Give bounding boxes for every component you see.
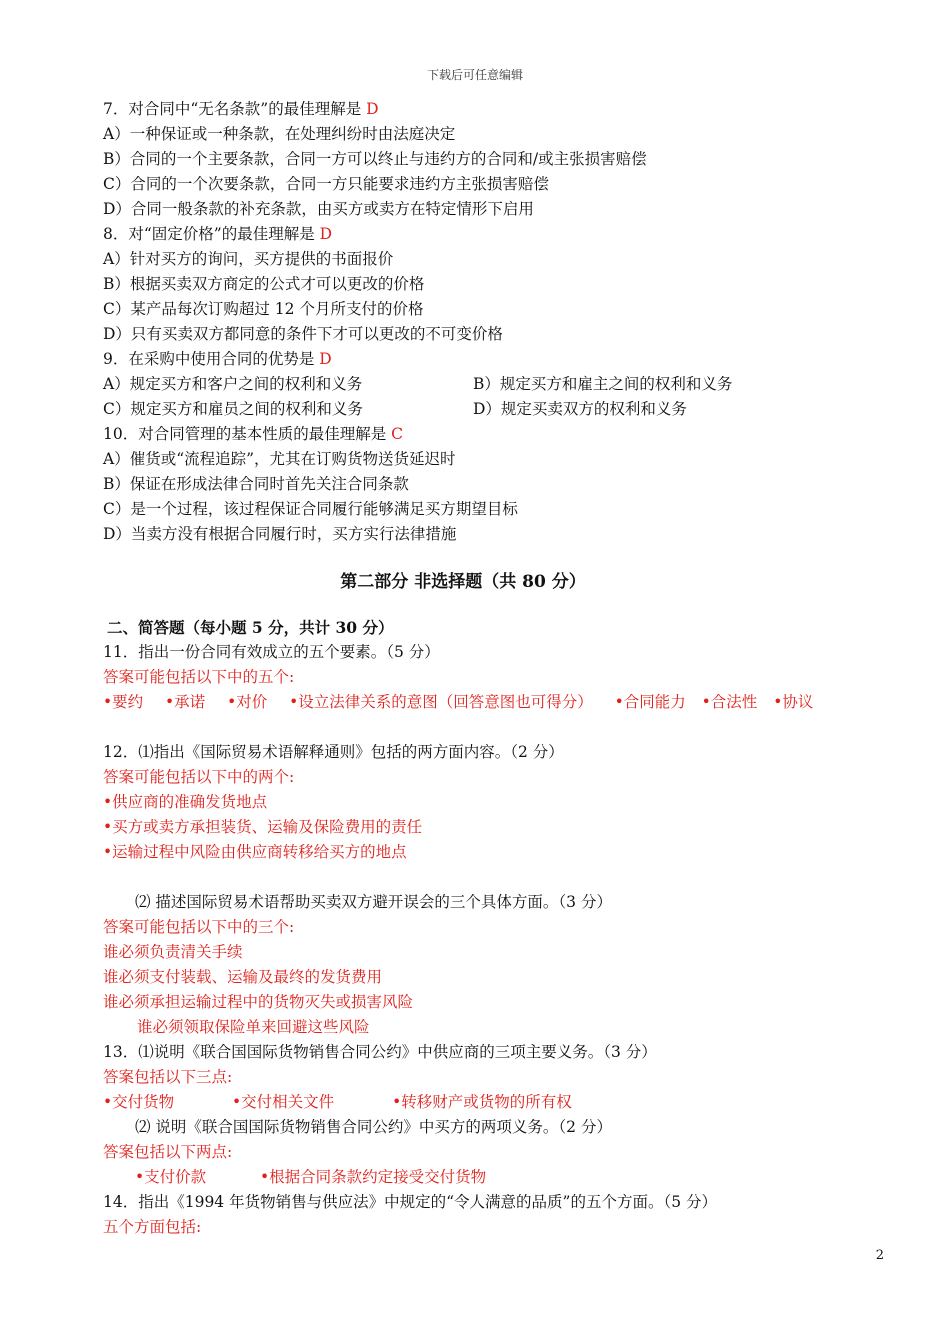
answer-item: •买方或卖方承担装货、运输及保险费用的责任 xyxy=(103,818,423,836)
answer-intro: 答案可能包括以下中的三个: xyxy=(103,918,295,936)
answer-intro: 五个方面包括: xyxy=(103,1218,202,1236)
option: A）一种保证或一种条款，在处理纠纷时由法庭决定 xyxy=(103,125,456,143)
option-row xyxy=(103,397,823,422)
answer-item: •转移财产或货物的所有权 xyxy=(392,1093,572,1111)
question-14-stem: 14．指出《1994 年货物销售与供应法》中规定的“令人满意的品质”的五个方面。（5 分） xyxy=(103,1193,717,1211)
question-11-stem: 11．指出一份合同有效成立的五个要素。（5 分） xyxy=(103,643,440,661)
question-text: 9．在采购中使用合同的优势是 xyxy=(103,350,320,368)
answer-item: •对价 xyxy=(227,693,268,711)
question-text: 8．对“固定价格”的最佳理解是 xyxy=(103,225,320,243)
question-text: 10．对合同管理的基本性质的最佳理解是 xyxy=(103,425,392,443)
answer-intro: 答案可能包括以下中的两个: xyxy=(103,768,295,786)
option: B）合同的一个主要条款，合同一方可以终止与违约方的合同和/或主张损害赔偿 xyxy=(103,150,647,168)
answer-item: •交付相关文件 xyxy=(232,1093,335,1111)
part-title: 第二部分 非选择题（共 80 分） xyxy=(340,572,586,592)
answer-letter: C xyxy=(391,425,404,443)
option: C）规定买方和雇员之间的权利和义务 xyxy=(103,400,363,418)
answer-items xyxy=(103,1090,823,1115)
question-10-stem xyxy=(103,422,823,447)
option: C）是一个过程，该过程保证合同履行能够满足买方期望目标 xyxy=(103,500,518,518)
answer-items xyxy=(103,690,823,715)
answer-item: •承诺 xyxy=(165,693,206,711)
answer-intro: 答案包括以下三点: xyxy=(103,1068,233,1086)
option: D）合同一般条款的补充条款，由买方或卖方在特定情形下启用 xyxy=(103,200,534,218)
answer-item: •支付价款 xyxy=(135,1168,207,1186)
answer-letter: D xyxy=(319,225,333,243)
answer-item: •根据合同条款约定接受交付货物 xyxy=(260,1168,487,1186)
section-title: 二、简答题（每小题 5 分，共计 30 分） xyxy=(107,618,394,637)
answer-item: •合法性 xyxy=(701,693,758,711)
option: D）只有买卖双方都同意的条件下才可以更改的不可变价格 xyxy=(103,325,503,343)
question-13-part2: ⑵ 说明《联合国国际货物销售合同公约》中买方的两项义务。（2 分） xyxy=(135,1118,612,1136)
answer-intro: 答案包括以下两点: xyxy=(103,1143,233,1161)
answer-item: 谁必须领取保险单来回避这些风险 xyxy=(137,1018,370,1036)
answer-item: •交付货物 xyxy=(103,1093,175,1111)
option: A）规定买方和客户之间的权利和义务 xyxy=(103,375,363,393)
question-12-stem: 12．⑴指出《国际贸易术语解释通则》包括的两方面内容。（2 分） xyxy=(103,743,564,761)
option: A）催货或“流程追踪”，尤其在订购货物送货延迟时 xyxy=(103,450,456,468)
option: B）保证在形成法律合同时首先关注合同条款 xyxy=(103,475,409,493)
option: C）某产品每次订购超过 12 个月所支付的价格 xyxy=(103,300,424,318)
answer-item: •协议 xyxy=(773,693,814,711)
question-9-stem xyxy=(103,347,823,372)
question-7-stem xyxy=(103,97,823,122)
answer-item: 谁必须负责清关手续 xyxy=(103,943,243,961)
option: B）根据买卖双方商定的公式才可以更改的价格 xyxy=(103,275,425,293)
answer-item: •运输过程中风险由供应商转移给买方的地点 xyxy=(103,843,407,861)
question-12-part2: ⑵ 描述国际贸易术语帮助买卖双方避开误会的三个具体方面。（3 分） xyxy=(135,893,612,911)
option: D）规定买卖双方的权利和义务 xyxy=(473,400,687,418)
question-13-stem: 13．⑴说明《联合国国际货物销售合同公约》中供应商的三项主要义务。（3 分） xyxy=(103,1043,657,1061)
answer-item: •设立法律关系的意图（回答意图也可得分） xyxy=(289,693,593,711)
option: B）规定买方和雇主之间的权利和义务 xyxy=(473,375,733,393)
option: D）当卖方没有根据合同履行时，买方实行法律措施 xyxy=(103,525,457,543)
answer-items xyxy=(103,1165,823,1190)
document-body xyxy=(103,97,823,1240)
question-text: 7．对合同中“无名条款”的最佳理解是 xyxy=(103,100,367,118)
answer-item: •要约 xyxy=(103,693,144,711)
answer-item: •合同能力 xyxy=(614,693,686,711)
option: C）合同的一个次要条款，合同一方只能要求违约方主张损害赔偿 xyxy=(103,175,549,193)
option-row xyxy=(103,372,823,397)
option: A）针对买方的询问，买方提供的书面报价 xyxy=(103,250,394,268)
answer-item: 谁必须承担运输过程中的货物灭失或损害风险 xyxy=(103,993,414,1011)
answer-intro: 答案可能包括以下中的五个: xyxy=(103,668,295,686)
page-header: 下载后可任意编辑 xyxy=(426,68,523,82)
answer-letter: D xyxy=(366,100,379,118)
answer-item: 谁必须支付装载、运输及最终的发货费用 xyxy=(103,968,383,986)
page-number: 2 xyxy=(875,1248,884,1263)
answer-item: •供应商的准确发货地点 xyxy=(103,793,268,811)
answer-letter: D xyxy=(319,350,332,368)
question-8-stem xyxy=(103,222,823,247)
